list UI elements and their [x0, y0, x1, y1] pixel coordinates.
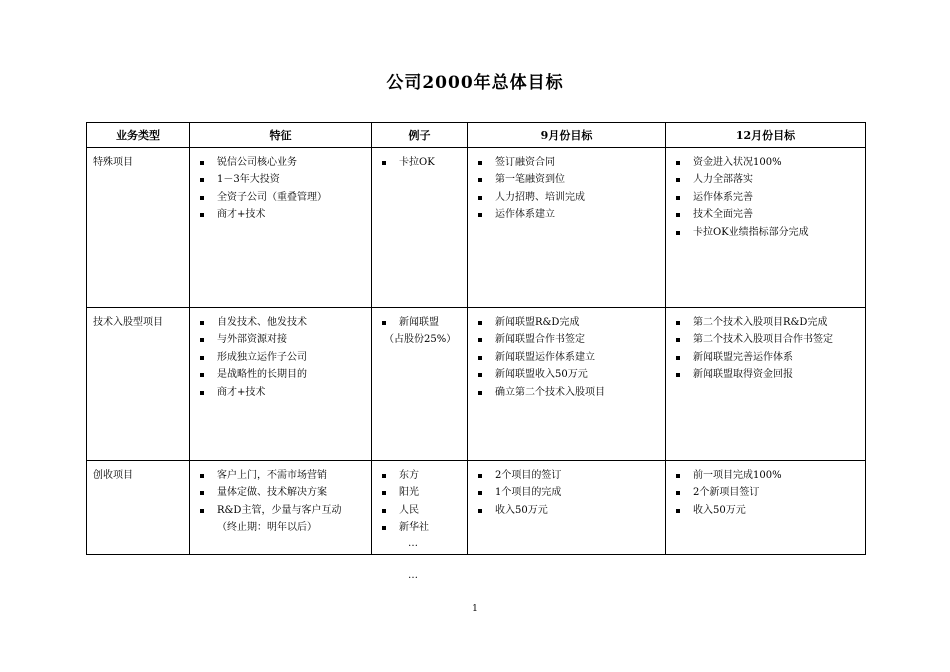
table-row [87, 148, 866, 308]
header-business-type: 业务类型 [87, 123, 190, 148]
list-item: 卡拉OK业绩指标部分完成 [672, 224, 861, 241]
list-item: 2个项目的签订 [474, 467, 661, 484]
september-goals-cell [468, 148, 666, 308]
list-item: 锐信公司核心业务 [196, 154, 367, 171]
features-cell [190, 148, 372, 308]
list-item: 第一笔融资到位 [474, 171, 661, 188]
list-item: 新闻联盟收入50万元 [474, 366, 661, 383]
december-goals-cell [666, 308, 866, 461]
list-item: 运作体系建立 [474, 206, 661, 223]
page-title: 公司2000年总体目标 [386, 73, 564, 93]
list-item: R&D主管，少量与客户互动 [196, 502, 367, 519]
september-goals-cell [468, 461, 666, 555]
list-item: 运作体系完善 [672, 189, 861, 206]
business-type-cell: 特殊项目 [87, 148, 190, 308]
list-item: 卡拉OK [378, 154, 463, 171]
list-item: 是战略性的长期目的 [196, 366, 367, 383]
list-item: 自发技术、他发技术 [196, 314, 367, 331]
list-item: 技术全面完善 [672, 206, 861, 223]
list-item: 人民 [378, 502, 463, 519]
header-september-goals: 9月份目标 [468, 123, 666, 148]
table-border-gap [372, 556, 456, 558]
september-goals-cell [468, 308, 666, 461]
list-item: 阳光 [378, 484, 463, 501]
table-row [87, 461, 866, 555]
examples-cell [372, 461, 468, 581]
business-type-cell: 创收项目 [87, 461, 190, 555]
list-item: 新闻联盟合作书签定 [474, 331, 661, 348]
list-item: 量体定做、技术解决方案 [196, 484, 367, 501]
list-item: 全资子公司（重叠管理） [196, 189, 367, 206]
examples-cell [372, 308, 468, 461]
more-examples-ellipsis: … [408, 538, 419, 549]
list-item: 签订融资合同 [474, 154, 661, 171]
list-item: 新闻联盟 [378, 314, 463, 331]
list-item: 客户上门，不需市场营销 [196, 467, 367, 484]
features-cell [190, 308, 372, 461]
list-item: 1－3年大投资 [196, 171, 367, 188]
list-item: 新闻联盟取得资金回报 [672, 366, 861, 383]
more-examples-ellipsis-2: … [408, 570, 419, 581]
list-item: 第二个技术入股项目合作书签定 [672, 331, 861, 348]
table-row [87, 308, 866, 461]
list-item: 商才+技术 [196, 206, 367, 223]
list-item-note: （占股份25%） [384, 334, 457, 346]
list-item: 新闻联盟完善运作体系 [672, 349, 861, 366]
header-features: 特征 [190, 123, 372, 148]
list-item: 前一项目完成100% [672, 467, 861, 484]
list-item: 确立第二个技术入股项目 [474, 384, 661, 401]
list-item-note: （终止期：明年以后） [217, 522, 317, 534]
page-number: 1 [472, 604, 478, 614]
header-december-goals: 12月份目标 [666, 123, 866, 148]
list-item: 形成独立运作子公司 [196, 349, 367, 366]
examples-cell [372, 148, 468, 308]
list-item: 新闻联盟运作体系建立 [474, 349, 661, 366]
list-item: 新华社 [378, 519, 463, 536]
list-item: 新闻联盟R&D完成 [474, 314, 661, 331]
goals-table [86, 122, 866, 581]
list-item: 与外部资源对接 [196, 331, 367, 348]
list-item: 2个新项目签订 [672, 484, 861, 501]
list-item: 资金进入状况100% [672, 154, 861, 171]
list-item: 1个项目的完成 [474, 484, 661, 501]
december-goals-cell [666, 461, 866, 555]
features-cell [190, 461, 372, 555]
list-item: 人力招聘、培训完成 [474, 189, 661, 206]
list-item: 第二个技术入股项目R&D完成 [672, 314, 861, 331]
header-examples: 例子 [372, 123, 468, 148]
december-goals-cell [666, 148, 866, 308]
list-item: 收入50万元 [474, 502, 661, 519]
table-header-row [87, 123, 866, 148]
list-item: 东方 [378, 467, 463, 484]
list-item: 商才+技术 [196, 384, 367, 401]
business-type-cell: 技术入股型项目 [87, 308, 190, 461]
list-item: 收入50万元 [672, 502, 861, 519]
list-item: 人力全部落实 [672, 171, 861, 188]
